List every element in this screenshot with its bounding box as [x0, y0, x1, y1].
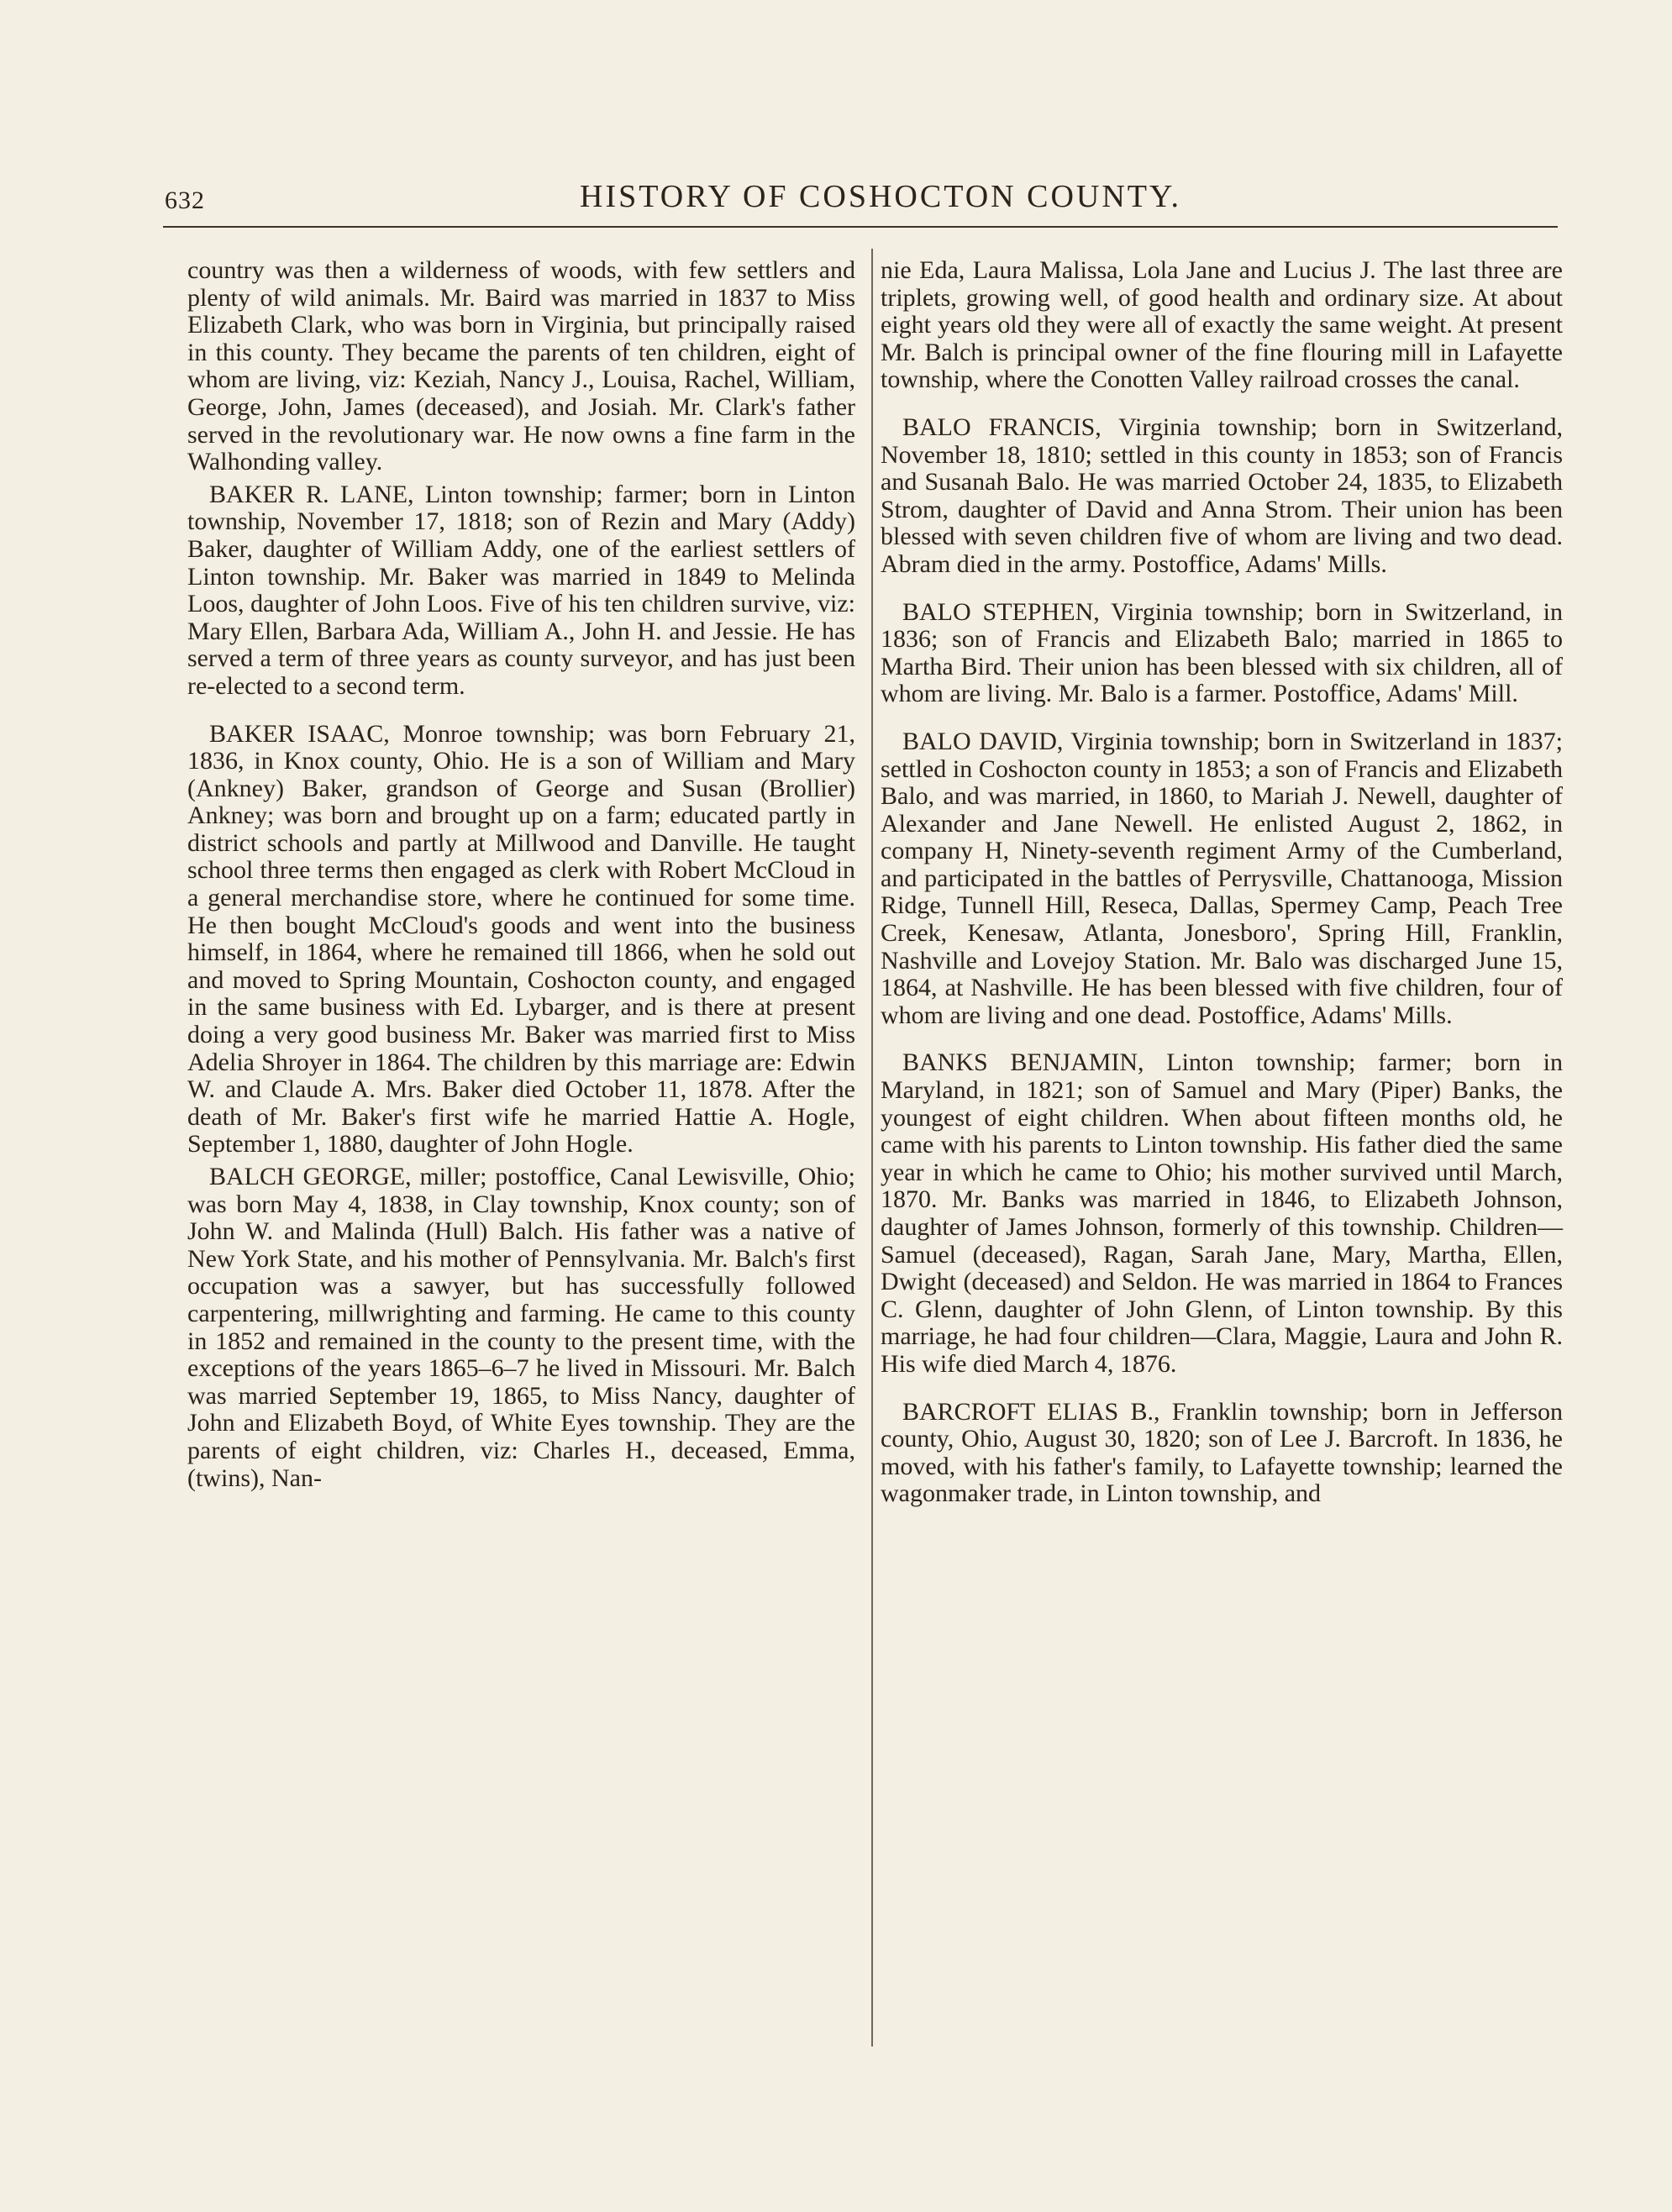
page-number: 632: [165, 187, 205, 214]
column-divider: [871, 249, 873, 2046]
entry-banks-benjamin: BANKS BENJAMIN, Linton township; farmer; born in Maryland, in 1821; son of Samuel and Mary (Piper) Banks, the youngest of eight children. When about fifteen months old, he came with his parents to Linton township. His father died the same year in which he came to Ohio; his mother survived until March, 1870. Mr. Banks was married in 1846, to Elizabeth Johnson, daughter of James Johnson, formerly of this township. Children—Samuel (deceased), Ragan, Sarah Jane, Mary, Martha, Ellen, Dwight (deceased) and Seldon. He was married in 1864 to Frances C. Glenn, daughter of John Glenn, of Linton township. By this marriage, he had four children—Clara, Maggie, Laura and John R. His wife died March 4, 1876.: [881, 1048, 1563, 1378]
entry-balch-george: BALCH GEORGE, miller; postoffice, Canal Lewisville, Ohio; was born May 4, 1838, in Clay township, Knox county; son of John W. and Malinda (Hull) Balch. His father was a native of New York State, and his mother of Pennsylvania. Mr. Balch's first occupation was a sawyer, but has successfully followed carpentering, millwrighting and farming. He came to this county in 1852 and remained in the county to the present time, with the exceptions of the years 1865–6–7 he lived in Missouri. Mr. Balch was married September 19, 1865, to Miss Nancy, daughter of John and Elizabeth Boyd, of White Eyes township. They are the parents of eight children, viz: Charles H., deceased, Emma, (twins), Nan-: [187, 1163, 855, 1492]
right-column: [881, 257, 1563, 1508]
entry-baker-r-lane: BAKER R. LANE, Linton township; farmer; born in Linton township, November 17, 1818; son of Rezin and Mary (Addy) Baker, daughter of William Addy, one of the earliest settlers of Linton township. Mr. Baker was married in 1849 to Melinda Loos, daughter of John Loos. Five of his ten children survive, viz: Mary Ellen, Barbara Ada, William A., John H. and Jessie. He has served a term of three years as county surveyor, and has just been re-elected to a second term.: [187, 480, 855, 700]
left-column: [187, 257, 855, 1492]
header-rule: [163, 226, 1558, 228]
entry-baker-isaac: BAKER ISAAC, Monroe township; was born February 21, 1836, in Knox county, Ohio. He is a son of William and Mary (Ankney) Baker, grandson of George and Susan (Brollier) Ankney; was born and brought up on a farm; educated partly in district schools and partly at Millwood and Danville. He taught school three terms then engaged as clerk with Robert McCloud in a general merchandise store, where he continued for some time. He then bought McCloud's goods and went into the business himself, in 1864, where he remained till 1866, when he sold out and moved to Spring Mountain, Coshocton county, and engaged in the same business with Ed. Lybarger, and is there at present doing a very good business Mr. Baker was married first to Miss Adelia Shroyer in 1864. The children by this marriage are: Edwin W. and Claude A. Mrs. Baker died October 11, 1878. After the death of Mr. Baker's first wife he married Hattie A. Hogle, September 1, 1880, daughter of John Hogle.: [187, 719, 855, 1159]
entry-balo-francis: BALO FRANCIS, Virginia township; born in Switzerland, November 18, 1810; settled in this county in 1853; son of Francis and Susanah Balo. He was married October 24, 1835, to Elizabeth Strom, daughter of David and Anna Strom. Their union has been blessed with seven children five of whom are living and two dead. Abram died in the army. Postoffice, Adams' Mills.: [881, 412, 1563, 578]
entry-balo-stephen: BALO STEPHEN, Virginia township; born in Switzerland, in 1836; son of Francis and Elizabeth Balo; married in 1865 to Martha Bird. Their union has been blessed with six children, all of whom are living. Mr. Balo is a farmer. Postoffice, Adams' Mill.: [881, 597, 1563, 708]
entry-barcroft-elias: BARCROFT ELIAS B., Franklin township; born in Jefferson county, Ohio, August 30, 1820; son of Lee J. Barcroft. In 1836, he moved, with his father's family, to Lafayette township; learned the wagonmaker trade, in Linton township, and: [881, 1397, 1563, 1508]
paragraph-baird-continued: country was then a wilderness of woods, with few settlers and plenty of wild animals. Mr. Baird was married in 1837 to Miss Elizabeth Clark, who was born in Virginia, but principally raised in this county. They became the parents of ten children, eight of whom are living, viz: Keziah, Nancy J., Louisa, Rachel, William, George, John, James (deceased), and Josiah. Mr. Clark's father served in the revolutionary war. He now owns a fine farm in the Walhonding valley.: [187, 256, 855, 476]
paragraph-balch-continued: nie Eda, Laura Malissa, Lola Jane and Lucius J. The last three are triplets, growing well, of good health and ordinary size. At about eight years old they were all of exactly the same weight. At present Mr. Balch is principal owner of the fine flouring mill in Lafayette township, where the Conotten Valley railroad crosses the canal.: [881, 256, 1563, 394]
entry-balo-david: BALO DAVID, Virginia township; born in Switzerland in 1837; settled in Coshocton county in 1853; a son of Francis and Elizabeth Balo, and was married, in 1860, to Mariah J. Newell, daughter of Alexander and Jane Newell. He enlisted August 2, 1862, in company H, Ninety-seventh regiment Army of the Cumberland, and participated in the battles of Perrysville, Chattanooga, Mission Ridge, Tunnell Hill, Reseca, Dallas, Spermey Camp, Peach Tree Creek, Kenesaw, Atlanta, Jonesboro', Spring Hill, Franklin, Nashville and Lovejoy Station. Mr. Balo was discharged June 15, 1864, at Nashville. He has been blessed with five children, four of whom are living and one dead. Postoffice, Adams' Mills.: [881, 727, 1563, 1029]
running-head: HISTORY OF COSHOCTON COUNTY.: [580, 179, 1182, 214]
